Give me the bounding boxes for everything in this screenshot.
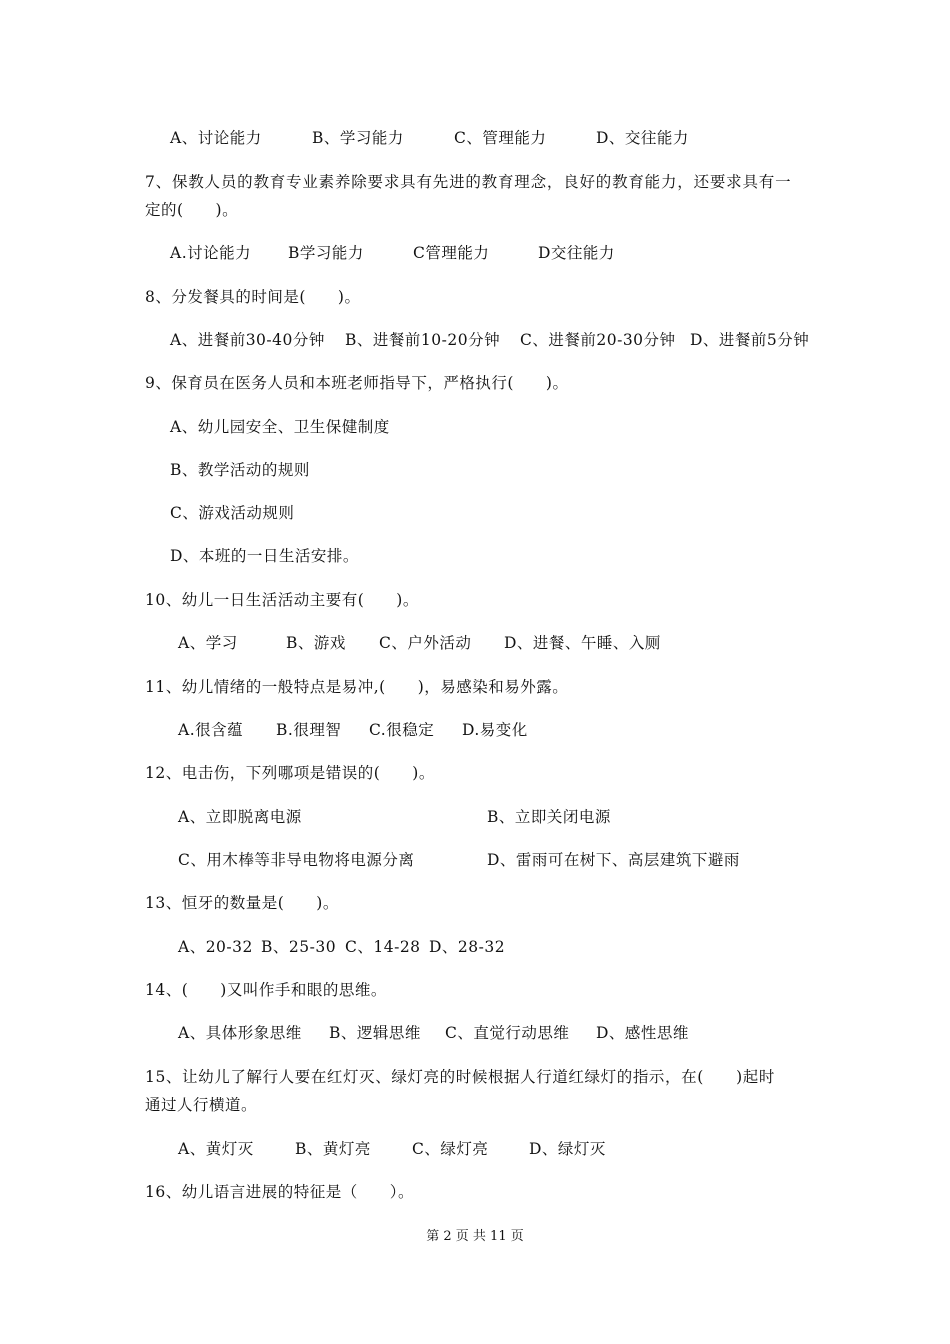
q8-option-d: D、进餐前5分钟	[690, 331, 810, 349]
q8-text: 8、分发餐具的时间是( )。	[145, 288, 361, 306]
q9-option-b: B、教学活动的规则	[170, 461, 310, 479]
page-footer: 第 2 页 共 11 页	[426, 1229, 524, 1244]
q6-option-c: C、管理能力	[454, 129, 547, 147]
q13-option-a: A、20-32	[178, 938, 253, 956]
q9-option-c: C、游戏活动规则	[170, 504, 295, 522]
q11-option-a: A.很含蕴	[178, 721, 244, 739]
q15-text-line1: 15、让幼儿了解行人要在红灯灭、绿灯亮的时候根据人行道红绿灯的指示，在( )起时	[145, 1068, 775, 1086]
q7-option-b: B学习能力	[288, 244, 364, 262]
q14-option-d: D、感性思维	[596, 1024, 689, 1042]
q11-option-d: D.易变化	[462, 721, 528, 739]
q12-option-c: C、用木棒等非导电物将电源分离	[178, 851, 415, 869]
q16-text: 16、幼儿语言进展的特征是（ ）。	[145, 1183, 414, 1201]
q15-text-line2: 通过人行横道。	[145, 1096, 258, 1114]
q11-text: 11、幼儿情绪的一般特点是易冲,( )，易感染和易外露。	[145, 678, 569, 696]
q14-option-c: C、直觉行动思维	[445, 1024, 570, 1042]
q7-text-line1: 7、保教人员的教育专业素养除要求具有先进的教育理念，良好的教育能力，还要求具有一	[145, 173, 792, 191]
q7-option-a: A.讨论能力	[170, 244, 252, 262]
q15-option-a: A、黄灯灭	[178, 1140, 254, 1158]
q13-option-d: D、28-32	[429, 938, 506, 956]
q15-option-c: C、绿灯亮	[412, 1140, 489, 1158]
q6-option-a: A、讨论能力	[170, 129, 262, 147]
q10-text: 10、幼儿一日生活活动主要有( )。	[145, 591, 419, 609]
q6-option-b: B、学习能力	[312, 129, 404, 147]
q12-option-d: D、雷雨可在树下、高层建筑下避雨	[487, 851, 740, 869]
q10-option-b: B、游戏	[286, 634, 346, 652]
q14-text: 14、( )又叫作手和眼的思维。	[145, 981, 387, 999]
q13-text: 13、恒牙的数量是( )。	[145, 894, 339, 912]
q8-option-c: C、进餐前20-30分钟	[520, 331, 676, 349]
q13-option-b: B、25-30	[261, 938, 337, 956]
q7-text-line2: 定的( )。	[145, 201, 239, 219]
q11-option-b: B.很理智	[276, 721, 342, 739]
q10-option-d: D、进餐、午睡、入厕	[504, 634, 661, 652]
q15-option-d: D、绿灯灭	[529, 1140, 606, 1158]
q11-option-c: C.很稳定	[369, 721, 435, 739]
q9-option-d: D、本班的一日生活安排。	[170, 547, 359, 565]
q9-option-a: A、幼儿园安全、卫生保健制度	[170, 418, 390, 436]
q14-option-a: A、具体形象思维	[178, 1024, 302, 1042]
q14-option-b: B、逻辑思维	[329, 1024, 421, 1042]
q8-option-a: A、进餐前30-40分钟	[170, 331, 325, 349]
q6-option-d: D、交往能力	[596, 129, 689, 147]
q9-text: 9、保育员在医务人员和本班老师指导下，严格执行( )。	[145, 374, 569, 392]
q10-option-c: C、户外活动	[379, 634, 472, 652]
q10-option-a: A、学习	[178, 634, 238, 652]
q12-option-b: B、立即关闭电源	[487, 808, 611, 826]
q12-text: 12、电击伤，下列哪项是错误的( )。	[145, 764, 435, 782]
q8-option-b: B、进餐前10-20分钟	[345, 331, 501, 349]
q15-option-b: B、黄灯亮	[295, 1140, 371, 1158]
q7-option-d: D交往能力	[538, 244, 615, 262]
q12-option-a: A、立即脱离电源	[178, 808, 302, 826]
q7-option-c: C管理能力	[413, 244, 490, 262]
q13-option-c: C、14-28	[345, 938, 421, 956]
